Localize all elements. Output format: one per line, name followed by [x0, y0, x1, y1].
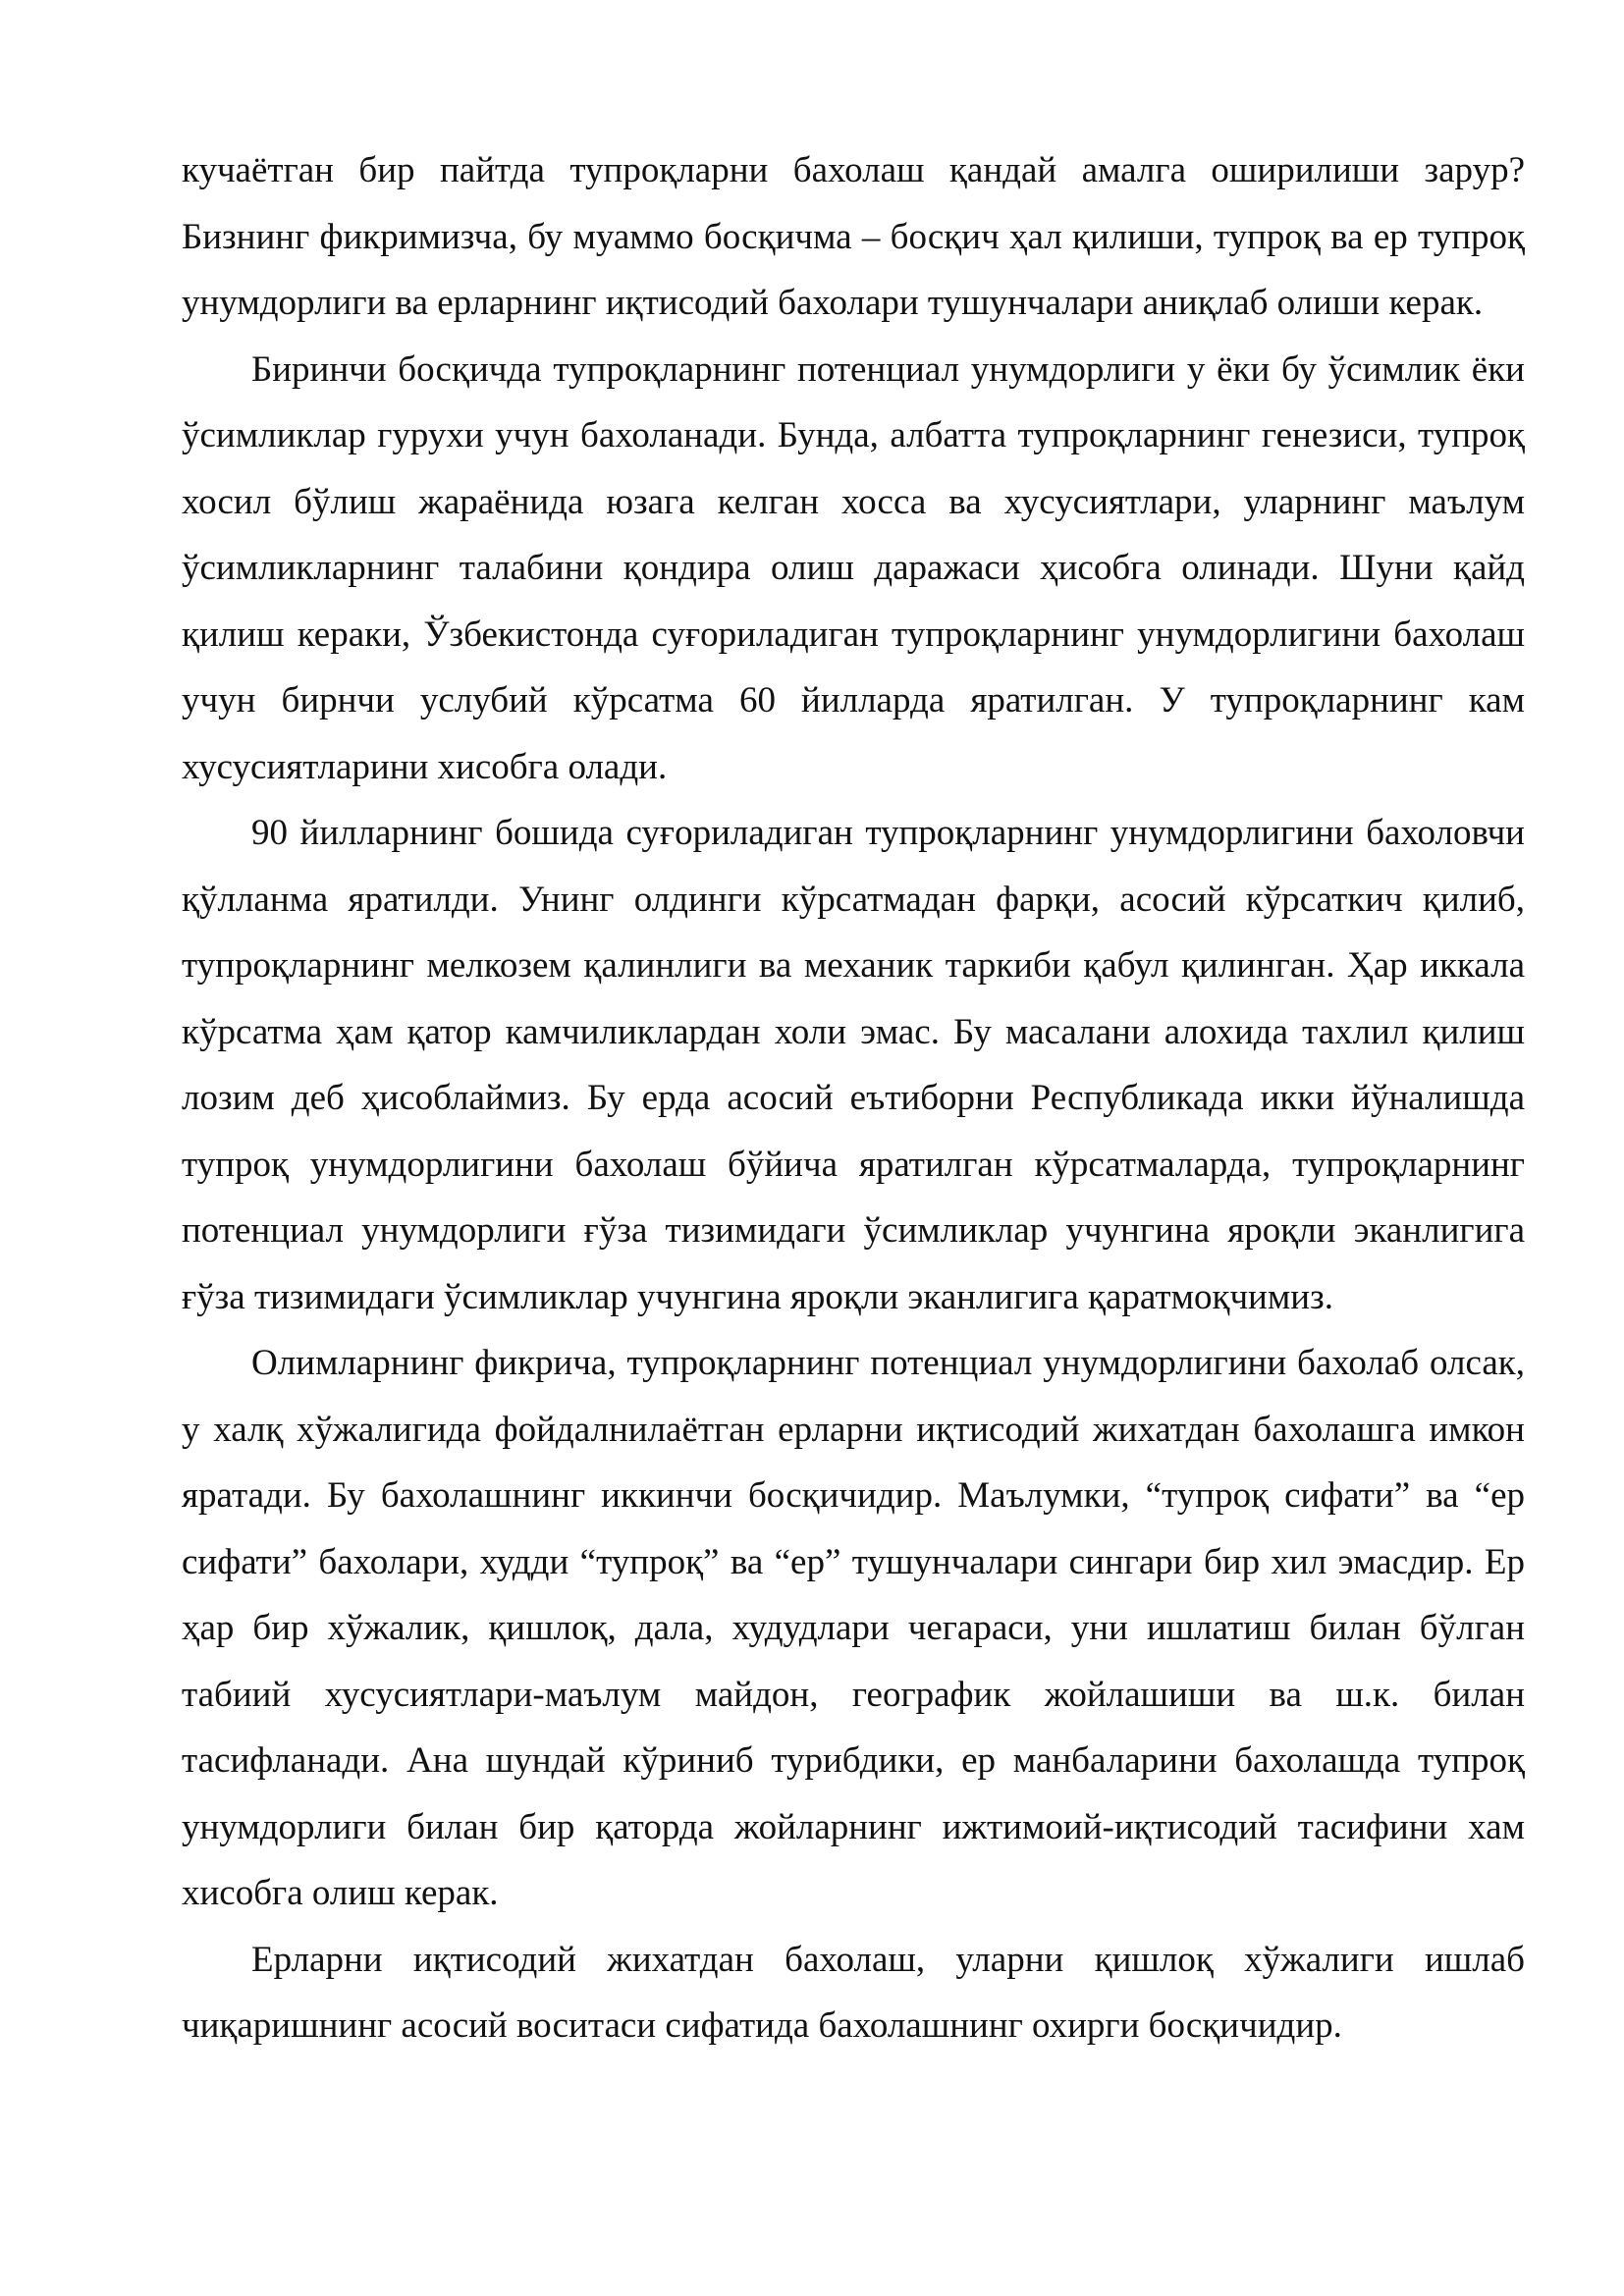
paragraph-3: 90 йилларнинг бошида суғориладиган тупроқларнинг унумдорлигини бахоловчи қўлланма яратилди. Унинг олдинги кўрсатмадан фарқи, асосий кўрсаткич қилиб, тупроқларнинг мелкозем қалинлиги ва механик таркиби қабул қилинган. Ҳар иккала кўрсатма ҳам қатор камчиликлардан холи эмас. Бу масалани алохида тахлил қилиш лозим деб ҳисоблаймиз. Бу ерда асосий еътиборни Республикада икки йўналишда тупроқ унумдорлигини бахолаш бўйича яратилган кўрсатмаларда, тупроқларнинг потенциал унумдорлиги ғўза тизимидаги ўсимликлар учунгина яроқли эканлигига ғўза тизимидаги ўсимликлар учунгина яроқли эканлигига қаратмоқчимиз.	[182, 813, 1525, 1317]
paragraph-1: кучаётган бир пайтда тупроқларни бахолаш қандай амалга оширилиши зарур? Бизнинг фикримизча, бу муаммо босқичма – босқич ҳал қилиши, тупроқ ва ер тупроқ унумдорлиги ва ерларнинг иқтисодий бахолари тушунчалари аниқлаб олиши керак.	[182, 150, 1525, 323]
paragraph-2: Биринчи босқичда тупроқларнинг потенциал унумдорлиги у ёки бу ўсимлик ёки ўсимликлар гурухи учун бахоланади. Бунда, албатта тупроқларнинг генезиси, тупроқ хосил бўлиш жараёнида юзага келган хосса ва хусусиятлари, уларнинг маълум ўсимликларнинг талабини қондира олиш даражаси ҳисобга олинади. Шуни қайд қилиш кераки, Ўзбекистонда суғориладиган тупроқларнинг унумдорлигини бахолаш учун бирнчи услубий кўрсатма 60 йилларда яратилган. У тупроқларнинг кам хусусиятларини хисобга олади.	[182, 348, 1525, 787]
paragraph-5: Ерларни иқтисодий жихатдан бахолаш, уларни қишлоқ хўжалиги ишлаб чиқаришнинг асосий воситаси сифатида бахолашнинг охирги босқичидир.	[182, 1939, 1525, 2046]
paragraph-4: Олимларнинг фикрича, тупроқларнинг потенциал унумдорлигини бахолаб олсак, у халқ хўжалигида фойдалнилаётган ерларни иқтисодий жихатдан бахолашга имкон яратади. Бу бахолашнинг иккинчи босқичидир. Маълумки, “тупроқ сифати” ва “ер сифати” бахолари, худди “тупроқ” ва “ер” тушунчалари сингари бир хил эмасдир. Ер ҳар бир хўжалик, қишлоқ, дала, худудлари чегараси, уни ишлатиш билан бўлган табиий хусусиятлари-маълум майдон, географик жойлашиши ва ш.к. билан тасифланади. Ана шундай кўриниб турибдики, ер манбаларини бахолашда тупроқ унумдорлиги билан бир қаторда жойларнинг ижтимоий-иқтисодий тасифини хам хисобга олиш керак.	[182, 1343, 1525, 1913]
document-page	[182, 137, 1525, 2059]
